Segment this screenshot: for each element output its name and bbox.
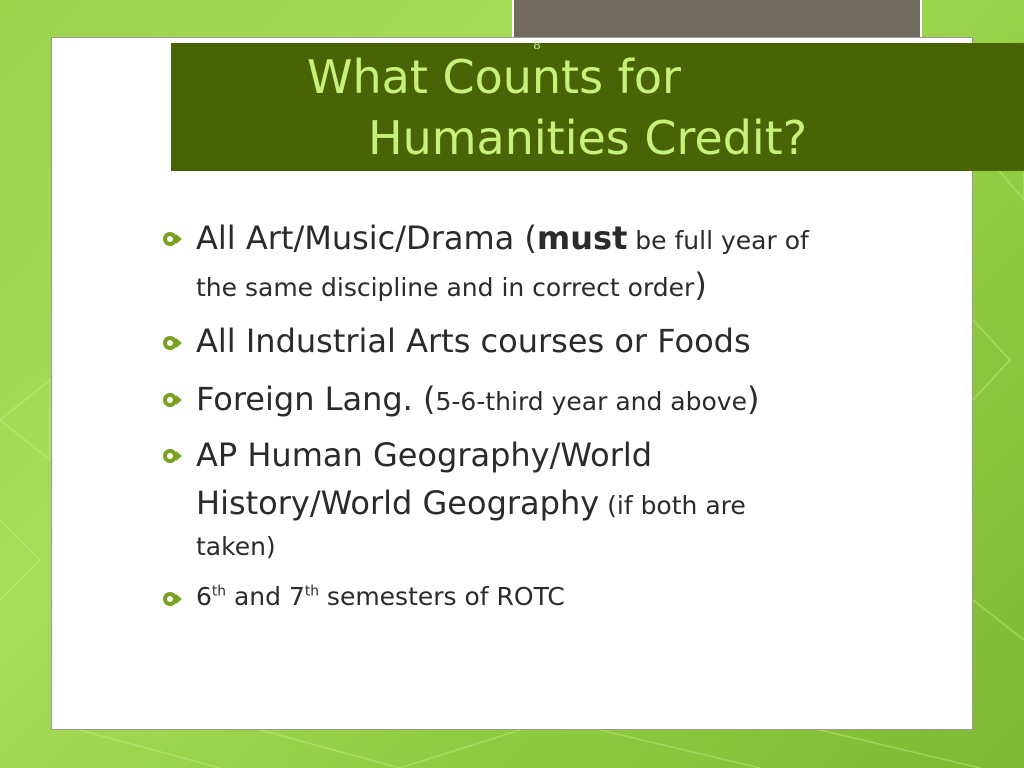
top-decorative-tab [512, 0, 922, 42]
bullet-4-line-2 [196, 484, 746, 522]
ring-bullet-icon [163, 589, 183, 609]
bullet-3-part-b: 5-6-third year and above [435, 387, 747, 416]
bullet-3-part-a: Foreign Lang. ( [196, 380, 436, 418]
bullet-1-line-2 [196, 266, 707, 304]
ring-bullet-icon [163, 446, 183, 466]
page-title-line-1: What Counts for [307, 50, 681, 104]
bullet-1-part-d: the same discipline and in correct order [196, 273, 695, 302]
bullet-4-line-3: taken) [196, 532, 276, 561]
bullet-1-part-a: All Art/Music/Drama ( [196, 219, 537, 257]
ring-bullet-icon [163, 333, 183, 353]
bullet-5-sup2: th [304, 583, 319, 600]
ring-bullet-icon [163, 390, 183, 410]
slide-number: 8 [533, 38, 541, 52]
bullet-5-n1: 6 [196, 582, 212, 611]
bullet-2-text: All Industrial Arts courses or Foods [196, 322, 751, 360]
bullet-3-part-c: ) [746, 380, 760, 418]
bullet-1-part-e: ) [694, 266, 707, 304]
bullet-1-emphasis: must [536, 219, 628, 257]
bullet-4-part-c: (if both are [599, 491, 746, 520]
bullet-1-line-1 [196, 219, 809, 257]
bullet-4-line-1: AP Human Geography/World [196, 436, 653, 474]
ring-bullet-icon [163, 229, 183, 249]
bullet-5-sup1: th [211, 583, 227, 600]
bullet-5-mid: and 7 [226, 582, 305, 611]
bullet-1-part-c: be full year of [627, 226, 809, 255]
bullet-5-rest: semesters of ROTC [318, 582, 565, 611]
page-title-line-2: Humanities Credit? [368, 111, 808, 165]
bullet-4-part-b: History/World Geography [196, 484, 600, 522]
bullet-3-text [196, 380, 759, 418]
bullet-5-text [196, 582, 565, 611]
